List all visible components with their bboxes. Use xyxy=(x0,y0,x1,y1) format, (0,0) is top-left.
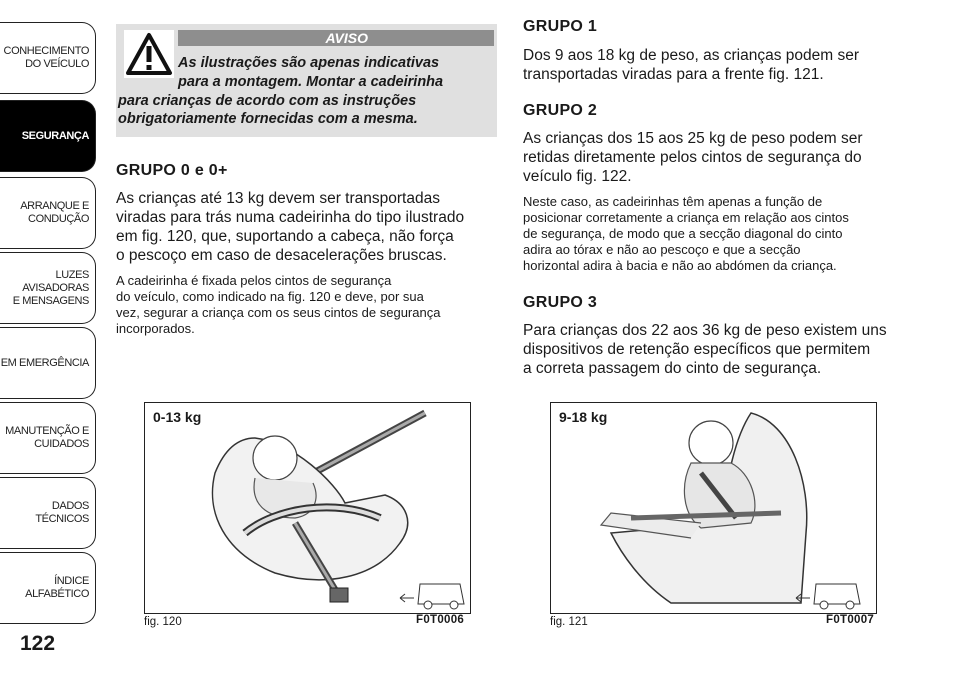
body-line: Dos 9 aos 18 kg de peso, as crianças podem ser xyxy=(523,47,860,64)
warning-line: As ilustrações são apenas indicativas xyxy=(178,55,440,71)
body-line: o pescoço em caso de desacelerações bruscas. xyxy=(116,247,447,264)
figure-caption: fig. 121 xyxy=(550,616,588,628)
figure-code: F0T0006 xyxy=(416,614,465,626)
body-line: em fig. 120, que, suportando a cabeça, não força xyxy=(116,228,454,245)
body-line: Para crianças dos 22 aos 36 kg de peso existem uns xyxy=(523,322,887,339)
warning-line: obrigatoriamente fornecidas com a mesma. xyxy=(118,111,418,127)
body-line: veículo fig. 122. xyxy=(523,168,632,185)
tab-luzes-avisadoras-e-mensagens[interactable] xyxy=(0,252,96,324)
tab-label-line: ARRANQUE E xyxy=(20,200,89,212)
small-line: horizontal adira à bacia e não ao abdómen da criança. xyxy=(523,258,837,273)
tab-label-line: CUIDADOS xyxy=(34,438,89,450)
tab-label-line: EM EMERGÊNCIA xyxy=(0,356,89,369)
weight-label: 9-18 kg xyxy=(559,409,608,425)
body-line: transportadas viradas para a frente fig. 121. xyxy=(523,66,824,83)
small-line: vez, segurar a criança com os seus cintos de segurança xyxy=(116,305,441,320)
small-line: Neste caso, as cadeirinhas têm apenas a função de xyxy=(523,194,823,209)
heading-grupo-0: GRUPO 0 e 0+ xyxy=(116,162,228,179)
warning-line: para a montagem. Montar a cadeirinha xyxy=(178,74,444,90)
body-line: dispositivos de retenção específicos que permitem xyxy=(523,341,871,358)
small-line: incorporados. xyxy=(116,321,195,336)
tab-label-line: DO VEÍCULO xyxy=(25,58,89,70)
car-direction-icon xyxy=(400,584,464,609)
figure-121 xyxy=(550,402,877,614)
small-line: de segurança, de modo que a secção diagonal do cinto xyxy=(523,226,843,241)
warning-line: para crianças de acordo com as instruções xyxy=(118,93,417,109)
body-line: a correta passagem do cinto de segurança. xyxy=(523,360,822,377)
tab-conhecimento-do-veiculo[interactable] xyxy=(0,22,96,94)
tab-label-line: ÍNDICE ALFABÉTICO xyxy=(25,575,89,600)
forward-facing-child-seat-illustration xyxy=(551,403,877,614)
small-line: posicionar corretamente a criança em relação aos cintos xyxy=(523,210,849,225)
figure-120 xyxy=(144,402,471,614)
tab-dados-tecnicos[interactable] xyxy=(0,477,96,549)
figure-code: F0T0007 xyxy=(826,614,875,626)
heading-grupo-1: GRUPO 1 xyxy=(523,18,598,35)
warning-title: AVISO xyxy=(325,30,368,46)
heading-grupo-2: GRUPO 2 xyxy=(523,102,598,119)
body-line: As crianças dos 15 aos 25 kg de peso podem ser xyxy=(523,130,863,147)
tab-label-line: CONDUÇÃO xyxy=(28,213,89,225)
car-direction-icon xyxy=(796,584,860,609)
warning-box xyxy=(116,24,497,137)
tab-indice-alfabetico[interactable] xyxy=(0,552,96,624)
rear-facing-infant-seat-illustration xyxy=(145,403,471,614)
weight-label: 0-13 kg xyxy=(153,409,202,425)
tab-label-line: DADOS TÉCNICOS xyxy=(35,500,89,525)
tab-label-line: CONHECIMENTO xyxy=(3,45,89,57)
tab-label-line: MANUTENÇÃO E xyxy=(5,425,89,437)
body-line: As crianças até 13 kg devem ser transportadas xyxy=(116,190,440,207)
body-line: retidas diretamente pelos cintos de segurança do xyxy=(523,149,862,166)
tab-label-line: E MENSAGENS xyxy=(12,294,89,307)
tab-label-line: LUZES AVISADORAS xyxy=(22,268,89,294)
small-line: adira ao tórax e não ao pescoço e que a secção xyxy=(523,242,801,257)
tab-manutencao-e-cuidados[interactable] xyxy=(0,402,96,474)
tab-label-line: SEGURANÇA xyxy=(21,129,89,142)
tab-em-emergencia[interactable] xyxy=(0,327,96,399)
warning-triangle-icon xyxy=(124,30,174,78)
warning-title-bar xyxy=(178,30,494,46)
figure-caption: fig. 120 xyxy=(144,616,182,628)
page-number: 122 xyxy=(20,632,56,655)
small-line: do veículo, como indicado na fig. 120 e deve, por sua xyxy=(116,289,424,304)
small-line: A cadeirinha é fixada pelos cintos de segurança xyxy=(116,273,392,288)
body-line: viradas para trás numa cadeirinha do tipo ilustrado xyxy=(116,209,465,226)
tab-arranque-e-conducao[interactable] xyxy=(0,177,96,249)
tab-seguranca[interactable] xyxy=(0,100,96,172)
heading-grupo-3: GRUPO 3 xyxy=(523,294,598,311)
